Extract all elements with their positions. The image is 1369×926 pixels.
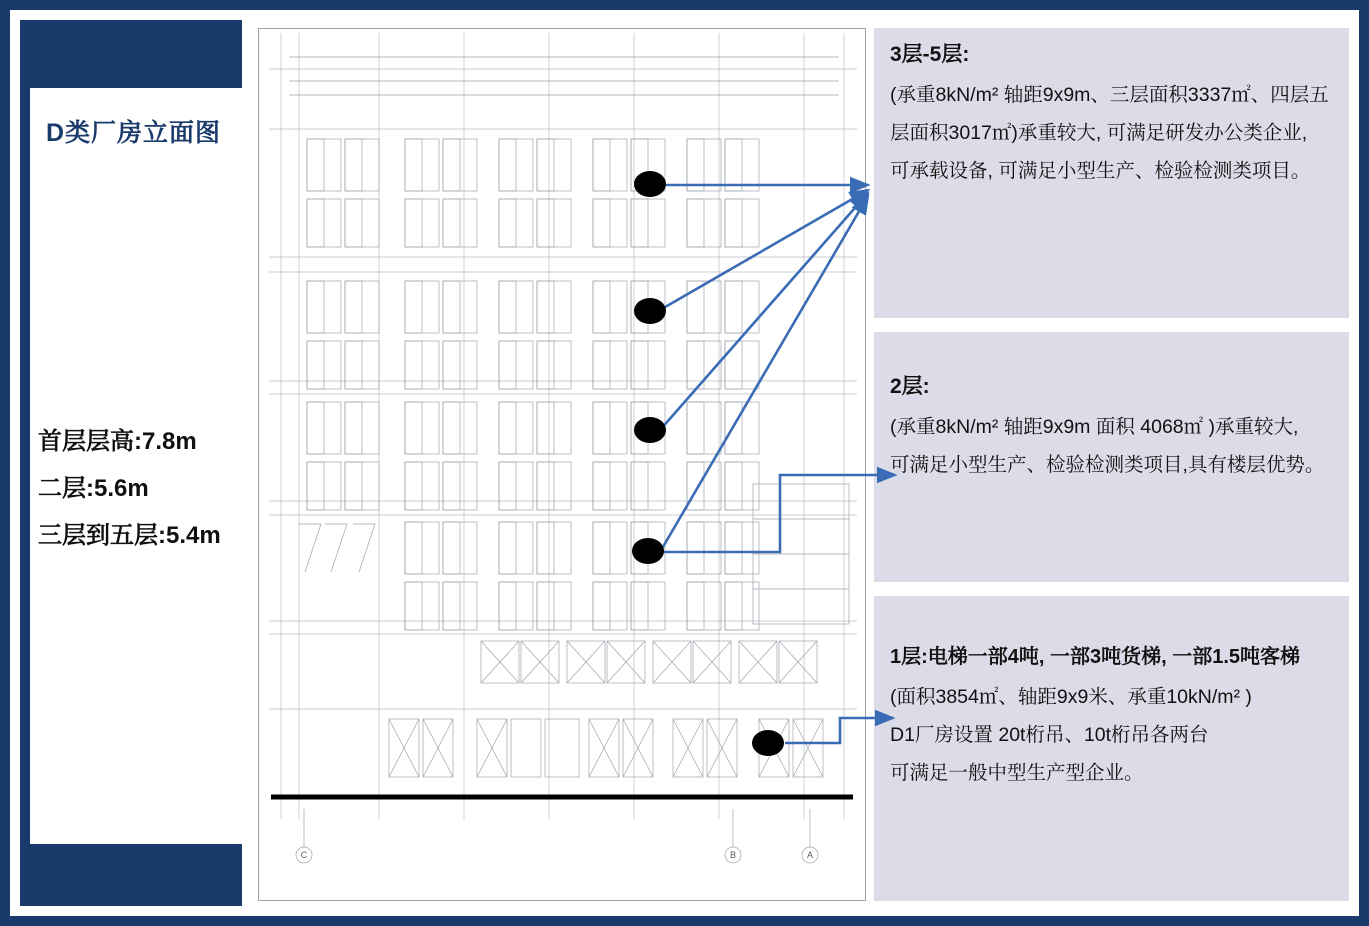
callout-line: 可满足一般中型生产型企业。 <box>890 762 1144 784</box>
callout-line: 可承载设备, 可满足小型生产、检验检测类项目。 <box>890 160 1311 182</box>
floor-height-item-3: 三层到五层:5.4m <box>38 522 221 549</box>
callout-line: D1厂房设置 20t桁吊、10t桁吊各两台 <box>890 724 1209 746</box>
svg-text:B: B <box>729 850 737 860</box>
svg-text:A: A <box>806 850 814 860</box>
callout-heading: 3层-5层: <box>890 43 970 66</box>
callout-line: (面积3854㎡、轴距9x9米、承重10kN/m² ) <box>890 686 1252 708</box>
svg-text:C: C <box>300 850 308 860</box>
callout-floors-3-5 <box>874 28 1349 318</box>
callout-floor-2 <box>874 332 1349 582</box>
building-elevation-drawing <box>258 28 866 901</box>
floor-heights-list <box>38 418 248 559</box>
callout-line: 层面积3017㎡)承重较大, 可满足研发办公类企业, <box>890 122 1308 144</box>
page-title: D类厂房立面图 <box>46 119 222 147</box>
callout-floor-1 <box>874 596 1349 901</box>
callout-heading: 1层:电梯一部4吨, 一部3吨货梯, 一部1.5吨客梯 <box>890 646 1301 668</box>
callout-line: (承重8kN/m² 轴距9x9m 面积 4068㎡ )承重较大, <box>890 416 1299 438</box>
floor-height-item-2: 二层:5.6m <box>38 475 149 502</box>
callout-heading: 2层: <box>890 375 930 398</box>
callout-line: (承重8kN/m² 轴距9x9m、三层面积3337㎡、四层五 <box>890 84 1329 106</box>
callout-line: 可满足小型生产、检验检测类项目,具有楼层优势。 <box>890 454 1325 476</box>
floor-height-item-1: 首层层高:7.8m <box>38 428 197 455</box>
